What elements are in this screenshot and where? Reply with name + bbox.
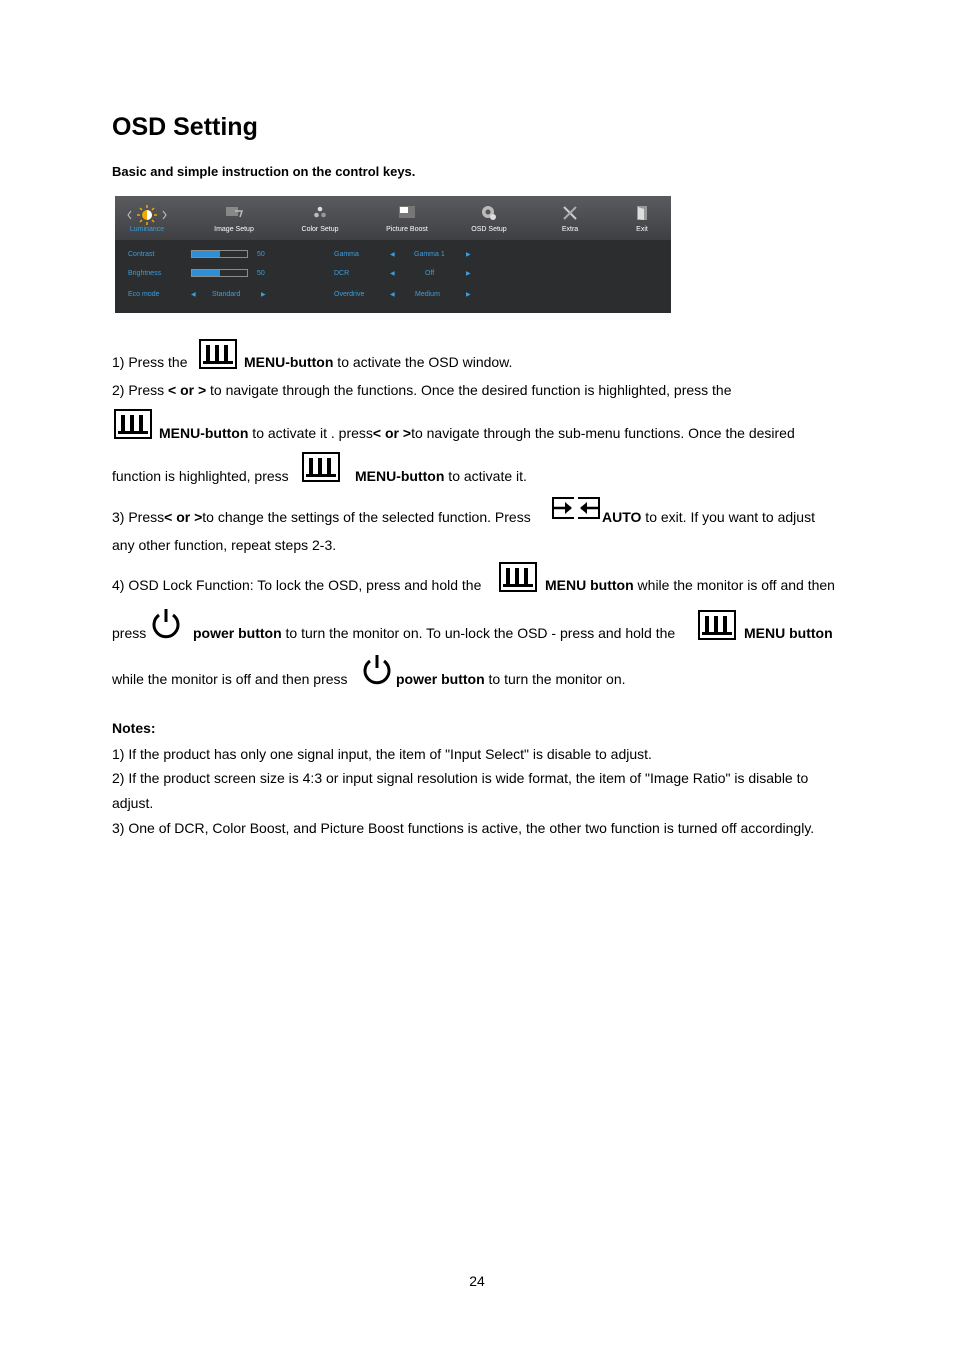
osd-tab-picture-boost (367, 196, 447, 240)
note-1: 1) If the product has only one signal input, the item of "Input Select" is disable to adjust. (112, 746, 652, 762)
step-emphasis: < or > (372, 425, 412, 441)
step-text: 2) Press (112, 382, 169, 398)
osd-tab-image-setup (195, 196, 273, 240)
step-emphasis: MENU button (744, 625, 833, 641)
right-arrow-icon: ▶ (261, 292, 266, 298)
osd-row-label: Contrast (128, 251, 155, 258)
step-3-cont (602, 509, 815, 525)
osd-tab-label: Extra (561, 226, 579, 233)
step-text: function is highlighted, press (112, 468, 289, 484)
step-text: any other function, repeat steps 2-3. (112, 537, 337, 553)
step-4-line2-cont (193, 625, 675, 641)
step-text: 1) Press the (112, 354, 188, 370)
sun-icon (124, 205, 170, 227)
osd-tab-label: OSD Setup (471, 226, 507, 233)
step-text: to navigate through the sub-menu functions. Once the desired (411, 425, 795, 441)
osd-row-value: 50 (257, 270, 265, 277)
osd-tab-color-setup (281, 196, 359, 240)
auto-button-icon (551, 493, 601, 528)
osd-row-value: Standard (212, 291, 241, 298)
step-4-line3-cont (396, 671, 626, 687)
osd-row-label: Gamma (334, 251, 359, 258)
menu-button-icon (114, 409, 152, 444)
step-4-cont (545, 577, 835, 593)
left-arrow-icon: ◀ (390, 271, 395, 277)
notes-heading: Notes: (112, 720, 156, 736)
right-arrow-icon: ▶ (466, 271, 471, 277)
osd-tab-label: Color Setup (301, 226, 339, 233)
osd-row-value: Gamma 1 (414, 251, 445, 258)
step-emphasis: < or > (164, 509, 203, 525)
page-number: 24 (469, 1273, 485, 1289)
step-text: while the monitor is off and then press (112, 671, 348, 687)
step-text: 4) OSD Lock Function: To lock the OSD, press and hold the (112, 577, 482, 593)
osd-tab-osd-setup (449, 196, 529, 240)
tools-icon (562, 205, 578, 223)
left-arrow-icon: ◀ (390, 252, 395, 258)
step-text: press (112, 625, 147, 641)
step-text: to activate it. (444, 468, 527, 484)
osd-setup-icon (481, 205, 497, 223)
step-text: to navigate through the functions. Once the desired function is highlighted, press the (206, 382, 732, 398)
osd-row-value: 50 (257, 251, 265, 258)
step-text: while the monitor is off and then (633, 577, 835, 593)
step-text: to activate the OSD window. (333, 354, 513, 370)
menu-button-icon (199, 339, 237, 374)
osd-tab-label: Picture Boost (386, 226, 428, 233)
step-text: 3) Press (112, 509, 165, 525)
osd-row-label: Overdrive (334, 291, 365, 298)
exit-door-icon (635, 205, 649, 223)
osd-tab-extra (530, 196, 610, 240)
step-2-line2 (159, 425, 795, 441)
osd-tab-exit (613, 196, 671, 240)
left-arrow-icon: ◀ (191, 292, 196, 298)
step-4-line2-end (744, 625, 833, 641)
step-text: to activate it . press (248, 425, 373, 441)
note-3: 3) One of DCR, Color Boost, and Picture Boost functions is active, the other two function is turned off accordingly. (112, 820, 815, 836)
step-4-line2 (112, 625, 146, 641)
osd-row-value: Medium (415, 291, 440, 298)
left-arrow-icon: ◀ (390, 292, 395, 298)
contrast-bar-fill (192, 251, 220, 257)
step-text: to turn the monitor on. (484, 671, 626, 687)
osd-row-label: Brightness (128, 270, 162, 277)
step-2-line3 (112, 468, 289, 484)
step-1-cont (244, 354, 512, 370)
menu-button-icon (499, 562, 537, 597)
color-setup-icon (313, 205, 327, 221)
osd-row-label: DCR (334, 270, 350, 277)
step-1 (112, 354, 187, 370)
step-text: to change the settings of the selected function. Press (202, 509, 531, 525)
subtitle: Basic and simple instruction on the control keys. (112, 164, 416, 179)
step-emphasis: MENU button (545, 577, 634, 593)
step-3 (112, 509, 531, 525)
step-emphasis: power button (193, 625, 282, 641)
osd-row-value: Off (425, 270, 435, 277)
image-setup-icon (225, 205, 243, 221)
step-4 (112, 577, 481, 593)
step-emphasis: MENU-button (159, 425, 249, 441)
step-4-line3 (112, 671, 348, 687)
osd-tab-label: Image Setup (214, 226, 254, 233)
picture-boost-icon (398, 205, 416, 221)
menu-button-icon (302, 452, 340, 487)
step-emphasis: AUTO (602, 509, 642, 525)
right-arrow-icon: ▶ (466, 252, 471, 258)
menu-button-icon (698, 610, 736, 645)
power-icon (360, 653, 394, 690)
brightness-bar-fill (192, 270, 220, 276)
contrast-bar (191, 250, 248, 258)
step-emphasis: MENU-button (355, 468, 445, 484)
step-emphasis: < or > (168, 382, 207, 398)
step-2 (112, 382, 732, 398)
brightness-bar (191, 269, 248, 277)
step-text: to turn the monitor on. To un-lock the OSD - press and hold the (281, 625, 676, 641)
right-arrow-icon: ▶ (466, 292, 471, 298)
osd-screenshot (115, 196, 671, 313)
step-2-line3-cont (355, 468, 527, 484)
step-3-line2 (112, 537, 336, 553)
note-2-cont: adjust. (112, 795, 154, 811)
power-icon (149, 607, 183, 644)
osd-tab-label: Luminance (129, 226, 165, 233)
step-emphasis: power button (396, 671, 485, 687)
osd-row-label: Eco mode (128, 291, 160, 298)
osd-tab-luminance (115, 196, 179, 240)
note-2: 2) If the product screen size is 4:3 or input signal resolution is wide format, the item of "Image Ratio" is disable to (112, 770, 809, 786)
step-emphasis: MENU-button (244, 354, 334, 370)
osd-tab-label: Exit (636, 226, 648, 233)
page-title: OSD Setting (112, 113, 258, 141)
step-text: to exit. If you want to adjust (641, 509, 815, 525)
